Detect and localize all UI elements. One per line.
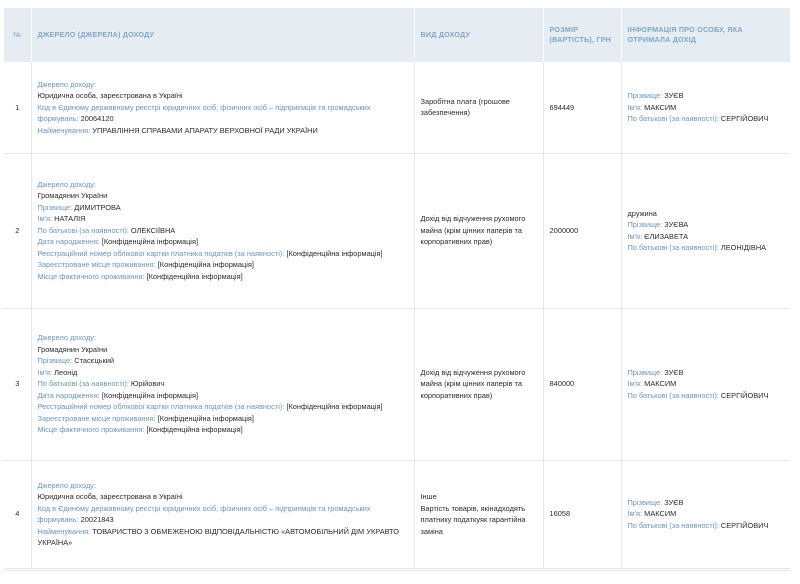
recipient-surname-label: Прізвище: [627, 367, 663, 377]
recipient-name-label: Ім'я: [627, 379, 643, 389]
income-source-cell [31, 62, 414, 153]
income-type-cell: Дохід від відчуження рухомого майна (крім цінних паперів та корпоративних прав) [414, 153, 543, 308]
name-value: Леонід [54, 367, 78, 377]
source-label: Джерело доходу: [37, 179, 97, 189]
recipient-name: МАКСИМ [644, 509, 677, 519]
name-value: НАТАЛІЯ [54, 214, 86, 224]
recipient-relation: дружина [627, 208, 657, 218]
surname-label: Прізвище: [37, 202, 73, 212]
recipient-surname-label: Прізвище: [627, 220, 663, 229]
header-recipient: ІНФОРМАЦІЯ ПРО ОСОБУ, ЯКА ОТРИМАЛА ДОХІД [621, 8, 790, 62]
recipient-name-label: Ім'я: [627, 102, 643, 112]
patronymic-label: По батькові (за наявності): [37, 379, 129, 389]
actual-address-value: [Конфіденційна інформація] [146, 271, 243, 281]
recipient-patronymic: СЕРГІЙОВИЧ [720, 114, 769, 123]
recipient-cell [621, 62, 790, 153]
income-type-cell [414, 460, 543, 568]
recipient-surname: ЗУЄВ [664, 91, 684, 100]
surname-value: Стасєцький [74, 356, 115, 366]
header-source: ДЖЕРЕЛО (ДЖЕРЕЛА) ДОХОДУ [31, 8, 414, 62]
registered-address-label: Зареєстроване місце проживання: [37, 413, 156, 423]
row-number: 2 [4, 153, 31, 308]
table-bottom-divider [4, 570, 790, 571]
actual-address-label: Місце фактичного проживання: [37, 425, 145, 435]
org-name-value: УПРАВЛІННЯ СПРАВАМИ АПАРАТУ ВЕРХОВНОЇ РАДИ УКРАЇНИ [92, 125, 318, 135]
tax-number-value: [Конфіденційна інформація] [286, 248, 383, 258]
registered-address-value: [Конфіденційна інформація] [157, 413, 254, 423]
name-label: Ім'я: [37, 214, 53, 224]
recipient-patronymic-label: По батькові (за наявності): [627, 520, 719, 530]
source-kind: Юридична особа, зареєстрована в Україні [37, 91, 183, 100]
income-source-cell [31, 308, 414, 460]
org-name-line [38, 526, 408, 549]
amount-cell: 16058 [543, 460, 621, 568]
income-table [4, 8, 791, 569]
recipient-patronymic-label: По батькові (за наявності): [627, 243, 719, 252]
income-source-cell [31, 153, 414, 308]
patronymic-value: ОЛЕКСІЇВНА [130, 225, 176, 235]
org-name-value: ТОВАРИСТВО З ОБМЕЖЕНОЮ ВІДПОВІДАЛЬНІСТЮ «АВТОМОБІЛЬНИЙ ДІМ УКРАВТО УКРАЇНА» [37, 526, 399, 547]
recipient-surname: ЗУЄВ [664, 367, 684, 377]
source-kind: Громадянин України [37, 191, 108, 201]
row-number: 1 [4, 62, 31, 153]
recipient-patronymic: СЕРГІЙОВИЧ [720, 390, 769, 400]
registered-address-label: Зареєстроване місце проживання: [37, 260, 156, 270]
edrpou-line [38, 503, 408, 526]
birth-label: Дата народження: [37, 390, 100, 400]
edrpou-line [38, 102, 408, 125]
recipient-name: ЄЛИЗАВЕТА [644, 231, 689, 241]
header-number: № [4, 8, 31, 62]
patronymic-value: Юрійович [130, 379, 165, 389]
edrpou-label: Код в Єдиному державному реєстрі юридичних осіб, фізичних осіб – підприємців та громадських формувань: [37, 102, 371, 123]
surname-label: Прізвище: [37, 356, 73, 366]
income-type-cell: Заробітна плата (грошове забезпечення) [414, 62, 543, 153]
recipient-surname: ЗУЄВ [664, 497, 684, 507]
surname-value: ДИМИТРОВА [74, 202, 121, 212]
recipient-patronymic: СЕРГІЙОВИЧ [720, 520, 769, 530]
recipient-surname: ЗУЄВА [664, 220, 689, 229]
income-type-primary: Інше [420, 492, 437, 501]
registered-address-value: [Конфіденційна інформація] [157, 260, 254, 270]
recipient-surname-label: Прізвище: [627, 91, 663, 100]
row-number: 3 [4, 308, 31, 460]
income-type-cell: Дохід від відчуження рухомого майна (крім цінних паперів та корпоративних прав) [414, 308, 543, 460]
row-number: 4 [4, 460, 31, 568]
amount-cell: 840000 [543, 308, 621, 460]
recipient-name-label: Ім'я: [627, 231, 643, 241]
table-row [4, 62, 790, 153]
recipient-patronymic: ЛЕОНІДІВНА [720, 243, 767, 252]
birth-value: [Конфіденційна інформація] [101, 237, 199, 247]
source-kind: Громадянин України [37, 344, 108, 354]
name-label: Ім'я: [37, 367, 53, 377]
income-table-container [4, 8, 790, 569]
source-label: Джерело доходу: [37, 333, 97, 343]
recipient-surname-label: Прізвище: [627, 497, 663, 507]
edrpou-label: Код в Єдиному державному реєстрі юридичних осіб, фізичних осіб – підприємців та громадських формувань: [37, 503, 371, 524]
birth-label: Дата народження: [37, 237, 100, 247]
table-header [4, 8, 790, 62]
tax-number-label: Реєстраційний номер облікової картки платника податків (за наявності): [37, 248, 285, 258]
tax-number-value: [Конфіденційна інформація] [286, 402, 383, 412]
recipient-patronymic-label: По батькові (за наявності): [627, 390, 719, 400]
patronymic-label: По батькові (за наявності): [37, 225, 129, 235]
recipient-name: МАКСИМ [644, 379, 677, 389]
edrpou-value: 20021843 [80, 515, 114, 524]
edrpou-value: 20064120 [80, 114, 114, 123]
table-row [4, 308, 790, 460]
recipient-name: МАКСИМ [644, 102, 677, 112]
recipient-cell [621, 460, 790, 568]
org-name-line [38, 125, 408, 137]
source-label: Джерело доходу: [37, 480, 97, 490]
header-amount: РОЗМІР (ВАРТІСТЬ), ГРН [543, 8, 621, 62]
amount-cell: 2000000 [543, 153, 621, 308]
income-type-detail: Вартість товарів, якінадходять платнику податкуяк гарантійна заміна [420, 503, 526, 536]
header-income-type: ВИД ДОХОДУ [414, 8, 543, 62]
table-row [4, 153, 790, 308]
org-name-label: Найменування: [37, 526, 91, 536]
birth-value: [Конфіденційна інформація] [101, 390, 199, 400]
recipient-patronymic-label: По батькові (за наявності): [627, 114, 719, 123]
amount-cell: 694449 [543, 62, 621, 153]
recipient-cell [621, 308, 790, 460]
recipient-cell [621, 153, 790, 308]
tax-number-label: Реєстраційний номер облікової картки платника податків (за наявності): [37, 402, 285, 412]
table-row [4, 460, 790, 568]
source-label: Джерело доходу: [37, 79, 97, 89]
income-source-cell [31, 460, 414, 568]
actual-address-label: Місце фактичного проживання: [37, 271, 145, 281]
source-kind: Юридична особа, зареєстрована в Україні [37, 492, 183, 501]
recipient-name-label: Ім'я: [627, 509, 643, 519]
actual-address-value: [Конфіденційна інформація] [146, 425, 243, 435]
org-name-label: Найменування: [37, 125, 91, 135]
